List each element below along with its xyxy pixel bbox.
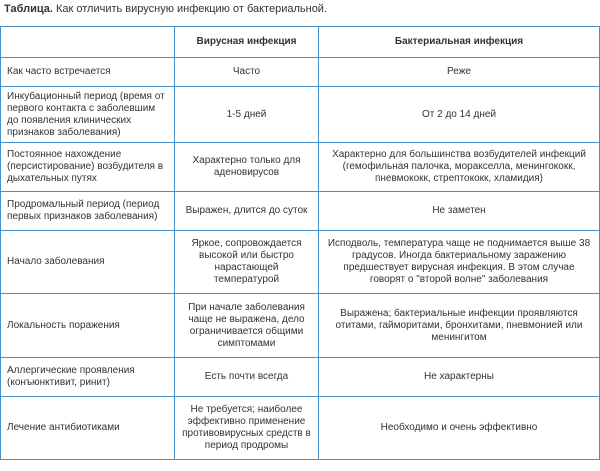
table-row (1, 143, 600, 192)
bacterial-cell: От 2 до 14 дней (319, 87, 600, 143)
viral-cell: Часто (175, 58, 319, 87)
bacterial-cell: Не заметен (319, 192, 600, 231)
table-row (1, 358, 600, 397)
viral-cell: Есть почти всегда (175, 358, 319, 397)
table-row (1, 192, 600, 231)
bacterial-cell: Выражена; бактериальные инфекции проявляются отитами, гайморитами, бронхитами, пневмонией или менингитом (319, 294, 600, 358)
criterion-cell: Аллергические проявления (конъюнктивит, ринит) (1, 358, 175, 397)
viral-cell: Яркое, сопровождается высокой или быстро нарастающей температурой (175, 231, 319, 294)
comparison-table (0, 26, 600, 460)
criterion-cell: Лечение антибиотиками (1, 397, 175, 460)
criterion-cell: Локальность поражения (1, 294, 175, 358)
criterion-cell: Продромальный период (период первых признаков заболевания) (1, 192, 175, 231)
criterion-cell: Постоянное нахождение (персистирование) возбудителя в дыхательных путях (1, 143, 175, 192)
table-caption (4, 2, 327, 16)
bacterial-cell: Не характерны (319, 358, 600, 397)
viral-cell: Выражен, длится до суток (175, 192, 319, 231)
caption-label: Таблица. (4, 3, 53, 15)
bacterial-cell: Характерно для большинства возбудителей инфекций (гемофильная палочка, моракселла, менингококк, пневмококк, стрептококк, хламидия) (319, 143, 600, 192)
bacterial-cell: Исподволь, температура чаще не поднимается выше 38 градусов. Иногда бактериальному заражению предшествует вирусная инфекция. В этом случае говорят о "второй волне" заболевания (319, 231, 600, 294)
header-viral: Вирусная инфекция (175, 27, 319, 58)
bacterial-cell: Необходимо и очень эффективно (319, 397, 600, 460)
table-row (1, 231, 600, 294)
table-row (1, 397, 600, 460)
criterion-cell: Начало заболевания (1, 231, 175, 294)
bacterial-cell: Реже (319, 58, 600, 87)
header-bacterial: Бактериальная инфекция (319, 27, 600, 58)
table-header-row (1, 27, 600, 58)
viral-cell: Не требуется; наиболее эффективно применение противовирусных средств в период продромы (175, 397, 319, 460)
viral-cell: При начале заболевания чаще не выражена, дело ограничивается общими симптомами (175, 294, 319, 358)
criterion-cell: Как часто встречается (1, 58, 175, 87)
viral-cell: 1-5 дней (175, 87, 319, 143)
table-row (1, 58, 600, 87)
table-row (1, 294, 600, 358)
caption-text: Как отличить вирусную инфекцию от бактериальной. (52, 3, 328, 15)
criterion-cell: Инкубационный период (время от первого контакта с заболевшим до появления клинических признаков заболевания) (1, 87, 175, 143)
header-criterion (1, 27, 175, 58)
table-row (1, 87, 600, 143)
viral-cell: Характерно только для аденовирусов (175, 143, 319, 192)
